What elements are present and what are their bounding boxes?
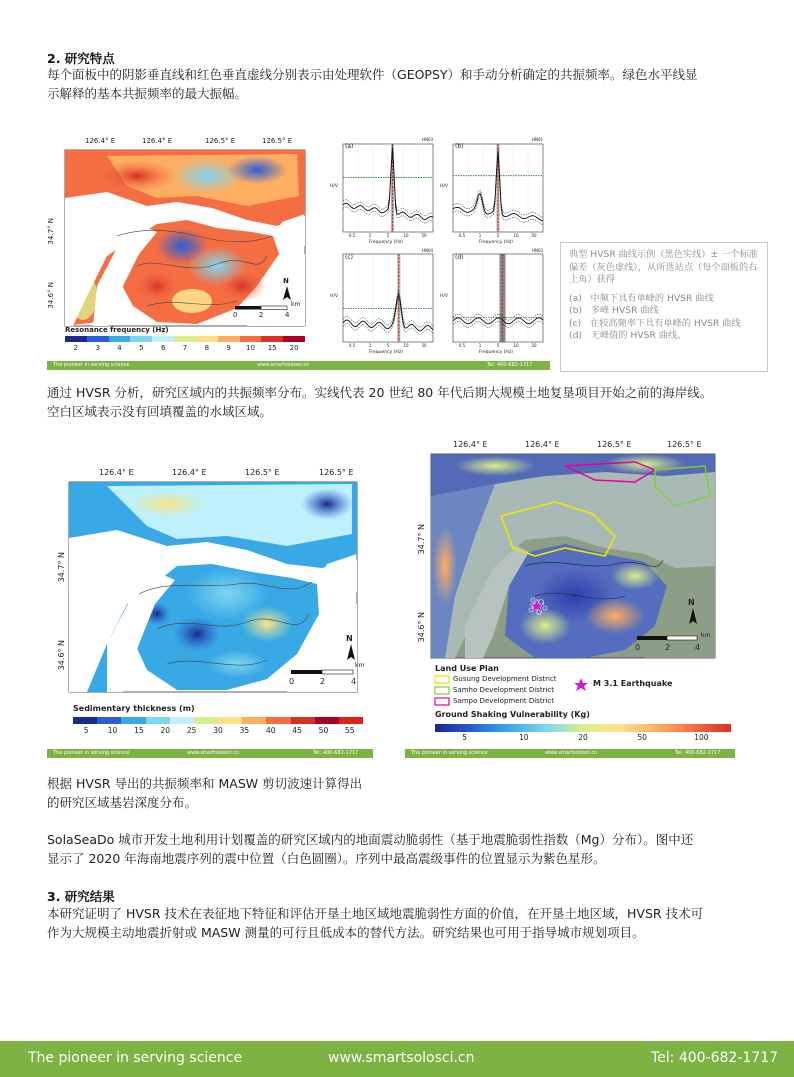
land-use-title: Land Use Plan <box>435 664 499 673</box>
footer-tel: Tel: 400-682-1717 <box>651 1050 779 1066</box>
ylabel-c: H/V <box>330 294 338 299</box>
legend-swatch <box>196 336 218 342</box>
legend-tick: 4 <box>117 344 122 352</box>
lon-label-1: 126.4° E <box>85 137 116 145</box>
legend-tick: 0.5 <box>348 233 356 238</box>
vulnerability-caption: SolaSeaDo 城市开发土地利用计划覆盖的研究区域内的地面震动脆弱性（基于地震脆弱性指数（Mg）分布）。图中还 显示了 2020 年海南地震序列的震中位置（白色圆圈）。序列中最高震级事件的位置显示为紫色星形。 <box>47 832 694 866</box>
panel-c-letter: (c) <box>345 254 353 261</box>
scale-2: 2 <box>259 311 264 319</box>
legend-tick: 25 <box>186 726 197 735</box>
legend-tick: 1 <box>368 233 372 238</box>
legend-swatch <box>109 336 131 342</box>
scale-unit: km <box>355 662 365 669</box>
ylabel-a: H/V <box>330 184 338 189</box>
scale-4: 4 <box>285 311 290 319</box>
scale-0: 0 <box>289 677 295 686</box>
north-label: N <box>346 634 353 643</box>
legend-tick: 10 <box>245 344 255 352</box>
legend-swatch <box>121 717 145 724</box>
lat-label-2: 34.6° N <box>47 282 55 309</box>
legend-tick: 5 <box>139 344 144 352</box>
legend-swatch <box>315 717 339 724</box>
legend-swatch <box>291 717 315 724</box>
vuln-color-bar <box>435 724 731 732</box>
lon-label-4: 126.5° E <box>667 440 702 449</box>
legend-swatch <box>174 336 196 342</box>
north-label: N <box>283 277 289 285</box>
legend-tick: 50 <box>421 343 427 348</box>
legend-ticks <box>73 726 363 736</box>
legend-tick: 10 <box>403 233 409 238</box>
legend-tick: 3 <box>95 344 100 352</box>
panel-d-letter: (d) <box>455 254 464 261</box>
legend-tick: 10 <box>513 343 519 348</box>
panel-c-station: HN04 <box>422 248 434 253</box>
panel-a-station: HN03 <box>422 137 434 142</box>
legend-swatch <box>87 336 109 342</box>
lon-label-2: 126.4° E <box>172 468 207 477</box>
xlabel-d: Frequency (Hz) <box>479 350 513 355</box>
figure-footer-strip: The pioneer in serving science www.smartsolosci.cn Tel: 400-682-1717 <box>47 361 550 370</box>
lon-label-1: 126.4° E <box>99 468 134 477</box>
xticks-d <box>453 343 543 349</box>
legend-tick: 50 <box>318 726 329 735</box>
footer-slogan: The pioneer in serving science <box>28 1050 243 1066</box>
xlabel-a: Frequency (Hz) <box>369 240 403 245</box>
legend-swatch <box>242 717 266 724</box>
lat-label-2: 34.6° N <box>57 640 66 671</box>
north-label: N <box>688 598 695 607</box>
legend-swatch <box>283 336 305 342</box>
legend-tick: 5 <box>83 726 89 735</box>
legend-gusung: Gusung Development District <box>453 675 557 683</box>
legend-tick: 1 <box>478 233 482 238</box>
legend-tick: 10 <box>107 726 118 735</box>
lat-label-1: 34.7° N <box>417 524 426 555</box>
lon-label-4: 126.5° E <box>262 137 293 145</box>
figure-footer-strip: The pioneer in serving science www.smartsolosci.cn Tel: 400-682-1717 <box>405 749 735 758</box>
legend-swatch <box>170 717 194 724</box>
lon-label-4: 126.5° E <box>319 468 354 477</box>
legend-tick: 10 <box>513 233 519 238</box>
lon-label-2: 126.4° E <box>142 137 173 145</box>
legend-tick: 5 <box>386 343 390 348</box>
legend-swatch <box>152 336 174 342</box>
legend-swatch <box>261 336 283 342</box>
legend-tick: 1 <box>368 343 372 348</box>
legend-swatch <box>146 717 170 724</box>
legend-title: Sedimentary thickness (m) <box>73 704 195 713</box>
legend-tick: 5 <box>386 233 390 238</box>
legend-tick: 15 <box>134 726 144 735</box>
legend-swatch <box>339 717 363 724</box>
panel-b-letter: (b) <box>455 143 464 150</box>
legend-tick: 50 <box>421 233 427 238</box>
legend-tick: 50 <box>637 733 647 742</box>
panel-b-station: HN01 <box>532 137 544 142</box>
scale-unit: km <box>701 632 711 639</box>
hvsr-caption-box: 典型 HVSR 曲线示例（黑色实线）± 一个标准偏差（灰色虚线），从所选站点（每个面板的右上角）获得 (a) 中频下具有单峰的 HVSR 曲线 (b) 多峰 HVSR 曲线 (c) 在较高频率下具有单峰的 HVSR 曲线 (d) 无峰值的 HVSR 曲线。 <box>560 242 768 372</box>
xlabel-b: Frequency (Hz) <box>479 240 513 245</box>
legend-swatch <box>130 336 152 342</box>
legend-swatch <box>194 717 218 724</box>
legend-tick: 0.5 <box>348 343 356 348</box>
scale-0: 0 <box>233 311 238 319</box>
legend-tick: 45 <box>292 726 302 735</box>
legend-samho: Samho Development District <box>453 686 554 694</box>
legend-tick: 50 <box>531 233 537 238</box>
ground-shaking-vulnerability-map <box>405 436 735 758</box>
legend-swatch <box>97 717 121 724</box>
legend-tick: 10 <box>403 343 409 348</box>
legend-tick: 9 <box>226 344 231 352</box>
lon-label-3: 126.5° E <box>205 137 236 145</box>
color-legend <box>65 336 305 342</box>
scale-2: 2 <box>320 677 326 686</box>
legend-tick: 8 <box>204 344 210 352</box>
legend-tick: 35 <box>239 726 250 735</box>
ylabel-b: H/V <box>440 184 448 189</box>
legend-tick: 20 <box>160 726 171 735</box>
figure-footer-strip: The pioneer in serving science www.smartsolosci.cn Tel: 400-682-1717 <box>47 749 373 758</box>
legend-tick: 1 <box>478 343 482 348</box>
xticks-b <box>453 233 543 239</box>
sedimentary-thickness-map <box>47 464 373 758</box>
vuln-legend-title: Ground Shaking Vulnerability (Kg) <box>435 710 590 719</box>
figure-description: 通过 HVSR 分析，研究区域内的共振频率分布。实线代表 20 世纪 80 年代后期大规模土地复垦项目开始之前的海岸线。 空白区域表示没有回填覆盖的水域区域。 <box>47 385 713 419</box>
legend-tick: 40 <box>265 726 276 735</box>
lon-label-1: 126.4° E <box>453 440 488 449</box>
xlabel-c: Frequency (Hz) <box>369 350 403 355</box>
legend-tick: 5 <box>496 233 500 238</box>
scale-0: 0 <box>635 643 641 652</box>
legend-tick: 15 <box>267 344 277 352</box>
legend-tick: 30 <box>213 726 223 735</box>
legend-tick: 10 <box>519 733 529 742</box>
legend-ticks <box>65 344 305 353</box>
scale-4: 4 <box>695 643 701 652</box>
legend-tick: 100 <box>694 733 709 742</box>
vuln-ticks <box>435 733 731 743</box>
lon-label-2: 126.4° E <box>525 440 560 449</box>
legend-swatch <box>240 336 262 342</box>
xticks-c <box>343 343 433 349</box>
xticks-a <box>343 233 433 239</box>
legend-tick: 20 <box>289 344 299 352</box>
section3-heading: 3. 研究结果 <box>47 889 115 904</box>
legend-swatch <box>73 717 97 724</box>
lat-label-1: 34.7° N <box>57 552 66 583</box>
legend-tick: 6 <box>160 344 166 352</box>
scale-2: 2 <box>665 643 671 652</box>
lat-label-1: 34.7° N <box>47 218 55 245</box>
footer-url[interactable]: www.smartsolosci.cn <box>328 1050 475 1066</box>
legend-swatch <box>65 336 87 342</box>
legend-swatch <box>218 717 242 724</box>
scale-unit: km <box>291 301 301 308</box>
lat-label-2: 34.6° N <box>417 612 426 643</box>
ylabel-d: H/V <box>440 294 448 299</box>
resonance-frequency-map <box>47 136 317 370</box>
legend-tick: 5 <box>496 343 500 348</box>
section2-heading: 2. 研究特点 <box>47 51 115 66</box>
legend-tick: 0.5 <box>458 233 466 238</box>
hvsr-curves-figure <box>327 136 550 362</box>
legend-tick: 5 <box>462 733 467 742</box>
legend-tick: 7 <box>182 344 188 352</box>
section2-paragraph: 每个面板中的阴影垂直线和红色垂直虚线分别表示由处理软件（GEOPSY）和手动分析确定的共振频率。绿色水平线显 示解释的基本共振频率的最大振幅。 <box>47 67 698 101</box>
lon-label-3: 126.5° E <box>597 440 632 449</box>
legend-swatch <box>266 717 290 724</box>
thickness-caption: 根据 HVSR 导出的共振频率和 MASW 剪切波速计算得出 的研究区域基岩深度分布。 <box>47 776 363 810</box>
legend-tick: 20 <box>578 733 588 742</box>
legend-tick: 0.5 <box>458 343 466 348</box>
color-legend <box>73 717 363 724</box>
legend-tick: 50 <box>531 343 537 348</box>
legend-swatch <box>218 336 240 342</box>
legend-title: Resonance frequency (Hz) <box>65 326 169 334</box>
panel-d-station: HN03 <box>532 248 544 253</box>
section3-paragraph: 本研究证明了 HVSR 技术在表征地下特征和评估开垦土地区域地震脆弱性方面的价值，在开垦土地区域，HVSR 技术可 作为大规模主动地震折射或 MASW 测量的可行且低成本的替代方法。研究结果也可用于指导城市规划项目。 <box>47 906 704 940</box>
legend-earthquake: M 3.1 Earthquake <box>593 679 673 688</box>
lon-label-3: 126.5° E <box>245 468 280 477</box>
legend-tick: 2 <box>73 344 79 352</box>
page-footer <box>0 1041 794 1077</box>
legend-sampo: Sampo Development District <box>453 697 554 705</box>
scale-4: 4 <box>351 677 357 686</box>
legend-tick: 55 <box>345 726 355 735</box>
panel-a-letter: (a) <box>345 143 354 150</box>
